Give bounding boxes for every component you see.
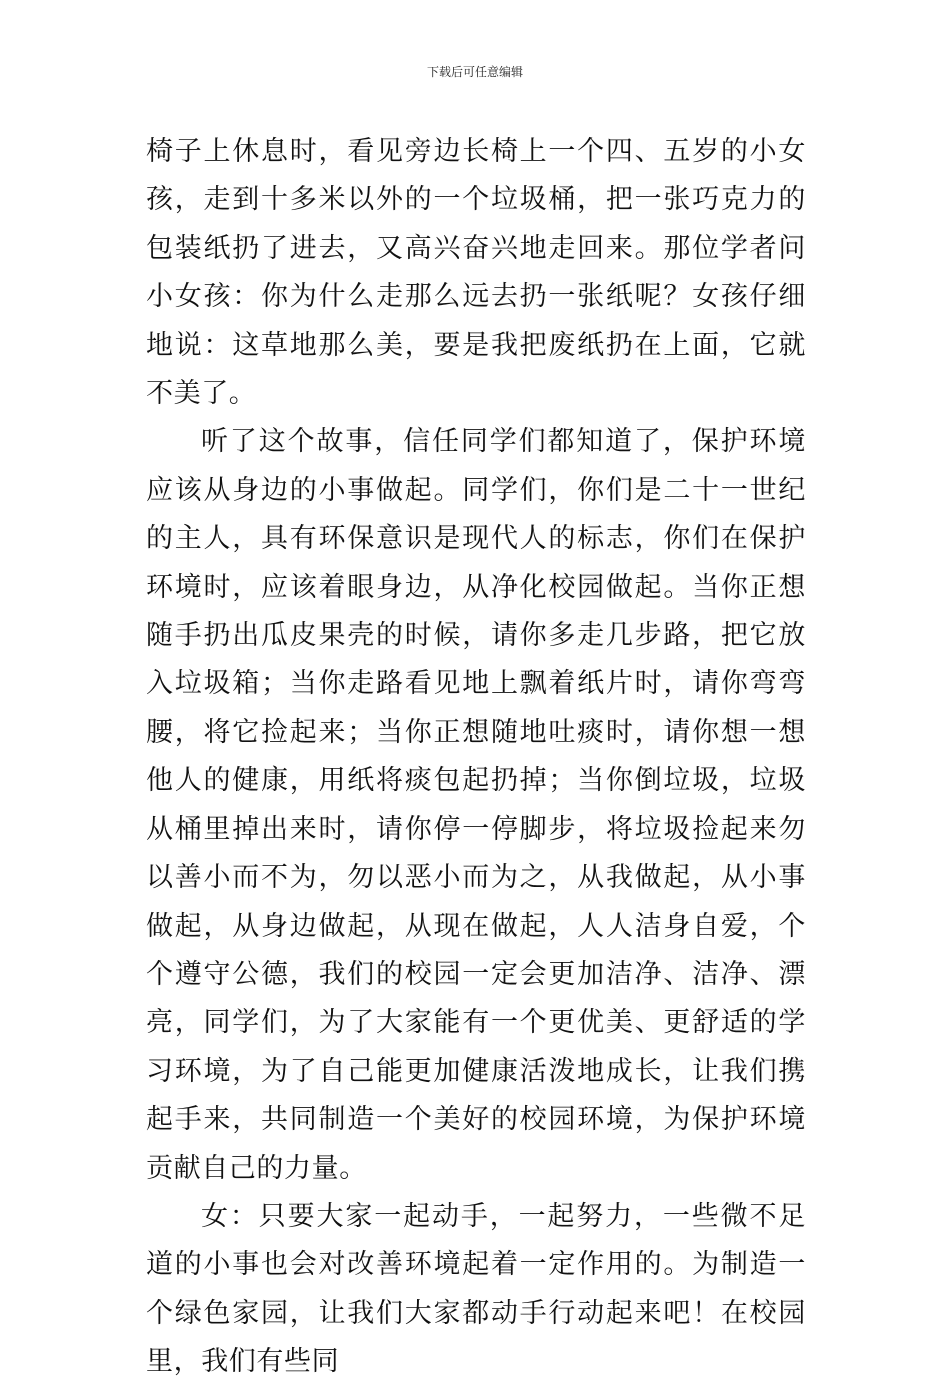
page-header: 下载后可任意编辑 bbox=[426, 65, 523, 79]
paragraph-story-ending: 椅子上休息时，看见旁边长椅上一个四、五岁的小女孩，走到十多米以外的一个垃圾桶，把一张巧克力的包装纸扔了进去，又高兴奋兴地走回来。那位学者问小女孩：你为什么走那么远去扔一张纸呢？女孩仔细地说：这草地那么美，要是我把废纸扔在上面，它就不美了。 bbox=[146, 136, 806, 410]
paragraph-female-speaker: 女：只要大家一起动手，一起努力，一些微不足道的小事也会对改善环境起着一定作用的。为制造一个绿色家园，让我们大家都动手行动起来吧！在校园里，我们有些同 bbox=[146, 1200, 806, 1378]
paragraph-environment-call: 听了这个故事，信任同学们都知道了，保护环境应该从身边的小事做起。同学们，你们是二十一世纪的主人，具有环保意识是现代人的标志，你们在保护环境时，应该着眼身边，从净化校园做起。当你正想随手扔出瓜皮果壳的时候，请你多走几步路，把它放入垃圾箱；当你走路看见地上飘着纸片时，请你弯弯腰，将它捡起来；当你正想随地吐痰时，请你想一想他人的健康，用纸将痰包起扔掉；当你倒垃圾，垃圾从桶里掉出来时，请你停一停脚步，将垃圾捡起来勿以善小而不为，勿以恶小而为之，从我做起，从小事做起，从身边做起，从现在做起，人人洁身自爱，个个遵守公德，我们的校园一定会更加洁净、洁净、漂亮，同学们，为了大家能有一个更优美、更舒适的学习环境，为了自己能更加健康活泼地成长，让我们携起手来，共同制造一个美好的校园环境，为保护环境贡献自己的力量。 bbox=[146, 426, 806, 1184]
document-body bbox=[146, 128, 806, 1387]
